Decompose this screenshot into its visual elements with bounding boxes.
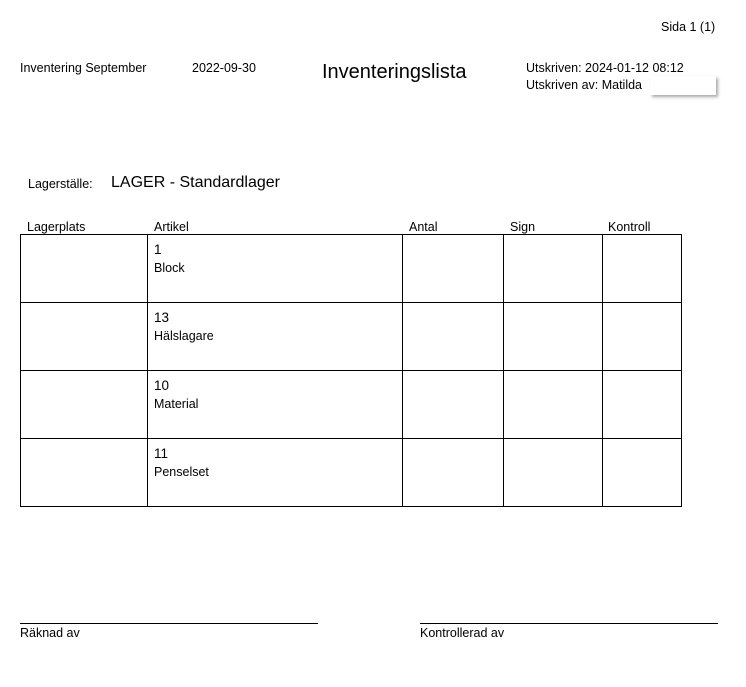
cell-kontroll (603, 235, 682, 303)
article-number: 1 (154, 242, 162, 257)
cell-antal (403, 439, 504, 507)
article-name: Penselset (154, 465, 209, 479)
article-name: Hälslagare (154, 329, 214, 343)
cell-artikel (148, 439, 403, 507)
page-number: Sida 1 (1) (661, 20, 716, 34)
table-row (21, 303, 682, 371)
column-header-lagerplats: Lagerplats (27, 220, 86, 234)
table-row (21, 439, 682, 507)
inventory-table (20, 234, 682, 507)
article-name: Block (154, 261, 185, 275)
article-number: 11 (154, 446, 169, 461)
cell-antal (403, 235, 504, 303)
inventory-date: 2022-09-30 (192, 61, 256, 75)
column-header-kontroll: Kontroll (608, 220, 651, 234)
cell-sign (504, 303, 603, 371)
printed-by: Utskriven av: Matilda (526, 78, 643, 92)
counted-by-line (20, 623, 318, 624)
cell-antal (403, 303, 504, 371)
cell-sign (504, 371, 603, 439)
location-label: Lagerställe: (28, 177, 93, 191)
cell-sign (504, 235, 603, 303)
column-header-sign: Sign (510, 220, 536, 234)
checked-by-label: Kontrollerad av (420, 626, 505, 640)
redaction-box (650, 76, 716, 95)
cell-kontroll (603, 371, 682, 439)
article-number: 13 (154, 310, 170, 325)
cell-lagerplats (21, 439, 148, 507)
cell-artikel (148, 303, 403, 371)
table-row (21, 235, 682, 303)
article-number: 10 (154, 378, 170, 393)
article-name: Material (154, 397, 199, 411)
cell-lagerplats (21, 235, 148, 303)
cell-kontroll (603, 439, 682, 507)
cell-kontroll (603, 303, 682, 371)
counted-by-label: Räknad av (20, 626, 80, 640)
cell-lagerplats (21, 303, 148, 371)
location-value: LAGER - Standardlager (111, 174, 280, 191)
column-header-artikel: Artikel (154, 220, 189, 234)
cell-antal (403, 371, 504, 439)
inventory-name: Inventering September (20, 61, 147, 75)
checked-by-line (420, 623, 718, 624)
document-title: Inventeringslista (322, 61, 467, 83)
cell-sign (504, 439, 603, 507)
cell-artikel (148, 371, 403, 439)
column-header-antal: Antal (409, 220, 438, 234)
printed-on: Utskriven: 2024-01-12 08:12 (526, 61, 684, 75)
cell-artikel (148, 235, 403, 303)
table-row (21, 371, 682, 439)
cell-lagerplats (21, 371, 148, 439)
